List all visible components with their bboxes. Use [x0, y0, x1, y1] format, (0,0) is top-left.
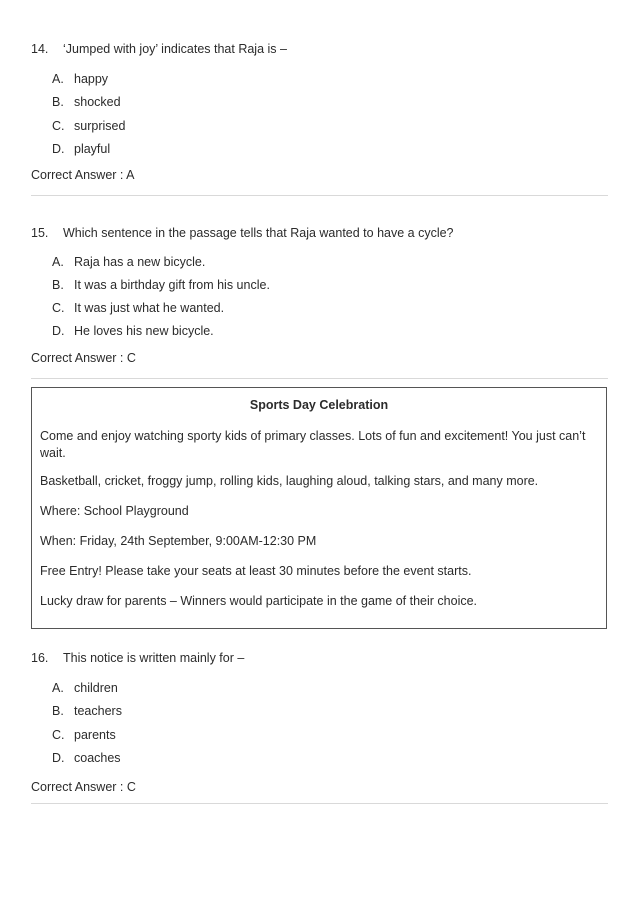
option-text: Raja has a new bicycle. [74, 255, 206, 269]
question-number: 14. [31, 42, 49, 56]
option-letter: D. [52, 751, 65, 765]
question-14 [31, 42, 287, 56]
question-15 [31, 226, 454, 240]
option-text: happy [74, 72, 109, 86]
option-letter: D. [52, 142, 65, 156]
notice-line: Lucky draw for parents – Winners would participate in the game of their choice. [40, 594, 478, 608]
option-text: children [74, 681, 118, 695]
option-text: It was just what he wanted. [74, 301, 225, 315]
notice-line: Where: School Playground [40, 504, 189, 518]
option-text: surprised [74, 119, 126, 133]
correct-answer-16: Correct Answer : C [31, 780, 136, 794]
option-16-d [52, 751, 121, 765]
option-letter: A. [52, 72, 64, 86]
notice-line: Basketball, cricket, froggy jump, rolling kids, laughing aloud, talking stars, and many more. [40, 474, 539, 488]
divider [31, 195, 608, 196]
option-14-a [52, 72, 108, 86]
question-number: 15. [31, 226, 49, 240]
option-16-b [52, 704, 122, 718]
option-text: shocked [74, 95, 121, 109]
option-15-b [52, 278, 270, 292]
question-text: ‘Jumped with joy’ indicates that Raja is – [63, 42, 287, 56]
option-letter: B. [52, 278, 64, 292]
option-letter: D. [52, 324, 65, 338]
option-text: teachers [74, 704, 122, 718]
option-text: coaches [74, 751, 121, 765]
notice-line: Come and enjoy watching sporty kids of primary classes. Lots of fun and excitement! You just can’t wait. [40, 429, 586, 460]
notice-line: When: Friday, 24th September, 9:00AM-12:30 PM [40, 534, 317, 548]
option-16-a [52, 681, 118, 695]
correct-answer-14: Correct Answer : A [31, 168, 135, 182]
option-16-c [52, 728, 116, 742]
divider [31, 803, 608, 804]
option-letter: B. [52, 704, 64, 718]
option-letter: C. [52, 301, 65, 315]
option-letter: B. [52, 95, 64, 109]
question-text: This notice is written mainly for – [63, 651, 245, 665]
option-14-c [52, 119, 125, 133]
question-16 [31, 651, 244, 665]
option-letter: A. [52, 681, 64, 695]
correct-answer-15: Correct Answer : C [31, 351, 136, 365]
option-text: playful [74, 142, 111, 156]
question-text: Which sentence in the passage tells that Raja wanted to have a cycle? [63, 226, 454, 240]
option-15-d [52, 324, 214, 338]
option-14-d [52, 142, 110, 156]
divider [31, 378, 608, 379]
option-letter: C. [52, 119, 65, 133]
option-15-c [52, 301, 224, 315]
option-text: He loves his new bicycle. [74, 324, 214, 338]
option-15-a [52, 255, 205, 269]
notice-title: Sports Day Celebration [249, 398, 389, 412]
notice-line: Free Entry! Please take your seats at least 30 minutes before the event starts. [40, 564, 472, 578]
question-number: 16. [31, 651, 49, 665]
option-letter: A. [52, 255, 64, 269]
option-letter: C. [52, 728, 65, 742]
notice-box [31, 387, 607, 629]
option-text: It was a birthday gift from his uncle. [74, 278, 270, 292]
option-14-b [52, 95, 121, 109]
option-text: parents [74, 728, 116, 742]
